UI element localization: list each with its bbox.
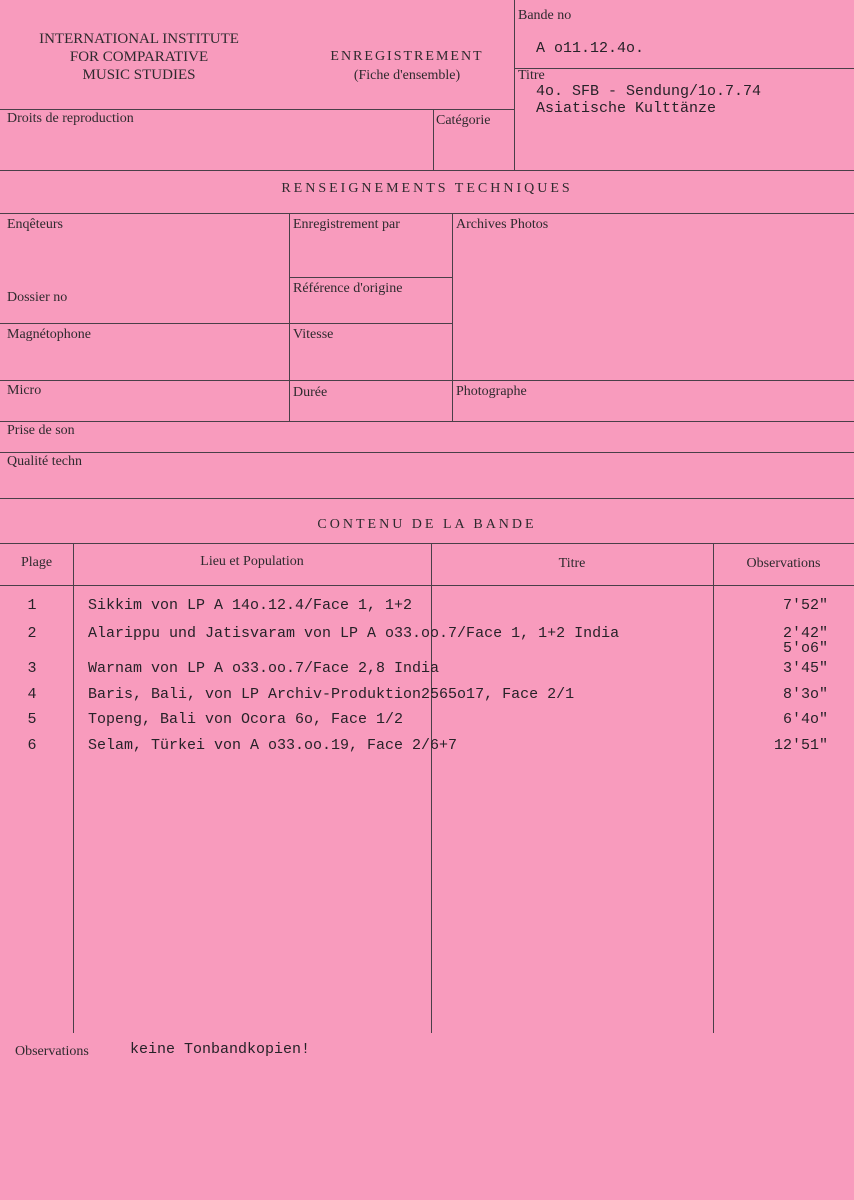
rights-label: Droits de reproduction bbox=[7, 111, 134, 126]
magnetophone-label: Magnétophone bbox=[7, 327, 91, 342]
tape-label: Bande no bbox=[518, 8, 572, 23]
prise-de-son-label: Prise de son bbox=[7, 423, 75, 438]
track-description: Alarippu und Jatisvaram von LP A o33.oo.7/Face 1, 1+2 India bbox=[88, 625, 620, 642]
track-description: Warnam von LP A o33.oo.7/Face 2,8 India bbox=[88, 660, 440, 677]
plage-number: 1 bbox=[27, 597, 37, 614]
observations-label: Observations bbox=[15, 1044, 89, 1059]
enqueteurs-label: Enqêteurs bbox=[7, 217, 63, 232]
track-duration-secondary: 5'o6" bbox=[782, 640, 828, 657]
plage-number: 3 bbox=[27, 660, 37, 677]
divider bbox=[452, 213, 453, 422]
column-header-plage: Plage bbox=[20, 555, 53, 570]
qualite-label: Qualité techn bbox=[7, 454, 83, 469]
divider bbox=[0, 170, 854, 171]
table-row bbox=[0, 598, 854, 618]
track-duration: 2'42" bbox=[782, 625, 828, 642]
technical-heading: RENSEIGNEMENTS TECHNIQUES bbox=[281, 181, 573, 196]
divider bbox=[0, 585, 854, 586]
divider bbox=[0, 323, 452, 324]
dossier-label: Dossier no bbox=[7, 290, 68, 305]
track-duration: 3'45" bbox=[782, 660, 828, 677]
recording-title: ENREGISTREMENT bbox=[330, 49, 484, 64]
institute-line-3: MUSIC STUDIES bbox=[82, 67, 196, 83]
duree-label: Durée bbox=[293, 385, 328, 400]
divider bbox=[514, 68, 854, 69]
divider bbox=[0, 543, 854, 544]
divider bbox=[0, 421, 854, 422]
contents-heading: CONTENU DE LA BANDE bbox=[317, 517, 537, 532]
plage-number: 2 bbox=[27, 625, 37, 642]
track-description: Topeng, Bali von Ocora 6o, Face 1/2 bbox=[88, 711, 404, 728]
titre-label: Titre bbox=[518, 68, 545, 83]
table-row bbox=[0, 625, 854, 657]
divider bbox=[0, 498, 854, 499]
divider bbox=[0, 380, 854, 381]
plage-number: 5 bbox=[27, 711, 37, 728]
institute-line-1: INTERNATIONAL INSTITUTE bbox=[39, 31, 239, 47]
plage-number: 6 bbox=[27, 737, 37, 754]
category-label: Catégorie bbox=[436, 113, 491, 128]
divider bbox=[289, 277, 452, 278]
observations-value: keine Tonbandkopien! bbox=[130, 1041, 311, 1058]
track-description: Baris, Bali, von LP Archiv-Produktion2565o17, Face 2/1 bbox=[88, 686, 575, 703]
column-header-observations: Observations bbox=[746, 556, 821, 571]
track-duration: 12'51" bbox=[773, 737, 828, 754]
recording-subtitle: (Fiche d'ensemble) bbox=[353, 68, 461, 83]
divider bbox=[289, 213, 290, 422]
reference-label: Référence d'origine bbox=[293, 281, 403, 296]
track-duration: 7'52" bbox=[782, 597, 828, 614]
table-row bbox=[0, 712, 854, 732]
divider bbox=[433, 109, 434, 170]
table-row bbox=[0, 661, 854, 681]
table-row bbox=[0, 738, 854, 758]
titre-line-1: 4o. SFB - Sendung/1o.7.74 bbox=[536, 83, 762, 100]
tape-value: A o11.12.4o. bbox=[536, 40, 645, 57]
divider bbox=[0, 213, 854, 214]
track-description: Sikkim von LP A 14o.12.4/Face 1, 1+2 bbox=[88, 597, 413, 614]
archives-photos-label: Archives Photos bbox=[456, 217, 549, 232]
divider bbox=[0, 109, 514, 110]
table-row bbox=[0, 687, 854, 707]
vitesse-label: Vitesse bbox=[293, 327, 334, 342]
divider bbox=[514, 0, 515, 170]
track-duration: 6'4o" bbox=[782, 711, 828, 728]
photographe-label: Photographe bbox=[456, 384, 527, 399]
titre-line-2: Asiatische Kulttänze bbox=[536, 100, 717, 117]
column-header-lieu: Lieu et Population bbox=[200, 554, 304, 569]
track-description: Selam, Türkei von A o33.oo.19, Face 2/6+7 bbox=[88, 737, 458, 754]
plage-number: 4 bbox=[27, 686, 37, 703]
enregistrement-par-label: Enregistrement par bbox=[293, 217, 400, 232]
micro-label: Micro bbox=[7, 383, 42, 398]
institute-line-2: FOR COMPARATIVE bbox=[69, 49, 209, 65]
track-duration: 8'3o" bbox=[782, 686, 828, 703]
column-header-titre: Titre bbox=[558, 556, 586, 571]
divider bbox=[0, 452, 854, 453]
